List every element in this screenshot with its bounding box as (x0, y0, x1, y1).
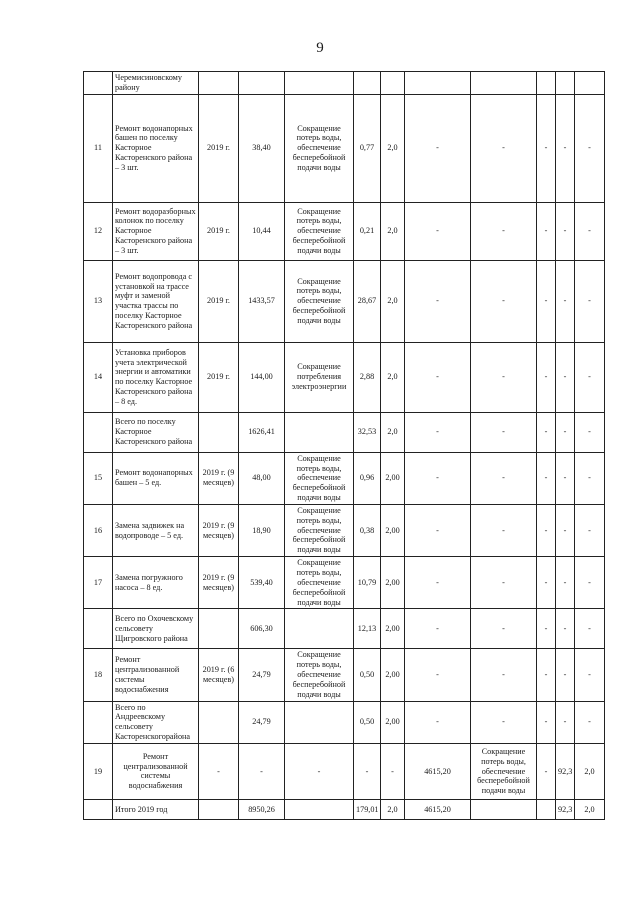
row-value-4: Сокращение потерь воды, обеспечение бесперебойной подачи воды (471, 743, 537, 799)
investment-table (83, 71, 605, 820)
table-row (84, 609, 605, 649)
row-name: Ремонт централизованной системы водоснабжения (113, 649, 199, 701)
row-value-3: - (405, 701, 471, 743)
row-value-4: - (471, 94, 537, 202)
row-value-1: 12,13 (354, 609, 381, 649)
row-value-5: - (537, 504, 556, 556)
row-name: Замена задвижек на водопроводе – 5 ед. (113, 504, 199, 556)
row-effect (285, 701, 354, 743)
row-value-6: - (556, 94, 575, 202)
row-value-5: - (537, 557, 556, 609)
row-value-1: 0,96 (354, 452, 381, 504)
row-value-1: 179,01 (354, 799, 381, 819)
row-value-7: - (575, 260, 605, 342)
row-value-1: 32,53 (354, 412, 381, 452)
table-row (84, 701, 605, 743)
row-effect: Сокращение потерь воды, обеспечение бесперебойной подачи воды (285, 557, 354, 609)
row-value-6: - (556, 649, 575, 701)
row-name: Ремонт водонапорных башен – 5 ед. (113, 452, 199, 504)
table-row (84, 504, 605, 556)
row-effect: - (285, 743, 354, 799)
row-year: 2019 г. (6 месяцев) (199, 649, 239, 701)
row-value-7: - (575, 504, 605, 556)
row-value-3: - (405, 202, 471, 260)
table-row (84, 743, 605, 799)
row-value-7: - (575, 202, 605, 260)
row-value-6: - (556, 609, 575, 649)
row-name: Замена погружного насоса – 8 ед. (113, 557, 199, 609)
row-year: 2019 г. (9 месяцев) (199, 557, 239, 609)
row-effect: Сокращение потерь воды, обеспечение бесперебойной подачи воды (285, 452, 354, 504)
row-effect: Сокращение потерь воды, обеспечение бесперебойной подачи воды (285, 260, 354, 342)
row-value-5: - (537, 701, 556, 743)
row-value-5: - (537, 342, 556, 412)
row-value-2: 2,00 (381, 557, 405, 609)
row-value-4: - (471, 701, 537, 743)
row-value-2: 2,00 (381, 649, 405, 701)
row-name: Всего по Охочевскому сельсовету Щигровского района (113, 609, 199, 649)
row-value-2: 2,0 (381, 799, 405, 819)
row-cost: 1626,41 (239, 412, 285, 452)
row-value-5 (537, 799, 556, 819)
row-value-3: - (405, 412, 471, 452)
table-row (84, 342, 605, 412)
row-value-1: 28,67 (354, 260, 381, 342)
continuation-row (84, 72, 605, 95)
row-value-2: 2,0 (381, 260, 405, 342)
row-year: 2019 г. (9 месяцев) (199, 504, 239, 556)
row-value-4: - (471, 260, 537, 342)
row-number: 17 (84, 557, 113, 609)
row-name: Итого 2019 год (113, 799, 199, 819)
row-effect (285, 799, 354, 819)
row-number (84, 701, 113, 743)
table-row (84, 452, 605, 504)
row-year: 2019 г. (199, 202, 239, 260)
row-name: Черемисиновскому району (113, 72, 199, 95)
row-effect: Сокращение потерь воды, обеспечение бесперебойной подачи воды (285, 202, 354, 260)
row-value-5: - (537, 260, 556, 342)
row-cost: 48,00 (239, 452, 285, 504)
row-cost: 8950,26 (239, 799, 285, 819)
row-value-6: - (556, 202, 575, 260)
row-value-3: - (405, 609, 471, 649)
row-value-7: - (575, 412, 605, 452)
row-cost: 24,79 (239, 701, 285, 743)
row-value-6: - (556, 504, 575, 556)
row-value-4: - (471, 202, 537, 260)
row-value-6: - (556, 557, 575, 609)
row-value-7: - (575, 452, 605, 504)
table-row (84, 557, 605, 609)
row-cost: 144,00 (239, 342, 285, 412)
row-value-3: - (405, 649, 471, 701)
row-value-3: - (405, 504, 471, 556)
row-value-2: 2,0 (381, 342, 405, 412)
row-name: Ремонт водопровода с установкой на трассе муфт и заменой участка трассы по поселку Касторное Касторенского района (113, 260, 199, 342)
row-value-3: - (405, 94, 471, 202)
row-name: Всего по поселку Касторное Касторенского района (113, 412, 199, 452)
row-value-2: 2,0 (381, 94, 405, 202)
row-value-2: 2,0 (381, 412, 405, 452)
row-year: 2019 г. (9 месяцев) (199, 452, 239, 504)
row-year: 2019 г. (199, 260, 239, 342)
row-number: 16 (84, 504, 113, 556)
row-value-3: - (405, 452, 471, 504)
row-value-4: - (471, 609, 537, 649)
row-value-5: - (537, 743, 556, 799)
row-value-2: 2,00 (381, 452, 405, 504)
row-year (199, 609, 239, 649)
row-value-3: 4615,20 (405, 743, 471, 799)
row-value-1: 0,21 (354, 202, 381, 260)
row-value-1: 0,77 (354, 94, 381, 202)
row-value-1: 0,50 (354, 649, 381, 701)
row-value-5: - (537, 649, 556, 701)
row-value-7: - (575, 649, 605, 701)
row-value-6: - (556, 701, 575, 743)
row-value-5: - (537, 609, 556, 649)
row-value-3: - (405, 557, 471, 609)
row-cost: 606,30 (239, 609, 285, 649)
row-value-6: - (556, 412, 575, 452)
table-row (84, 412, 605, 452)
row-value-1: - (354, 743, 381, 799)
row-value-6: 92,3 (556, 799, 575, 819)
row-value-7: - (575, 557, 605, 609)
row-cost: 38,40 (239, 94, 285, 202)
row-value-4: - (471, 557, 537, 609)
row-value-7: - (575, 342, 605, 412)
table-row (84, 202, 605, 260)
row-year (199, 701, 239, 743)
row-value-4: - (471, 452, 537, 504)
row-effect (285, 609, 354, 649)
row-number (84, 799, 113, 819)
row-number: 11 (84, 94, 113, 202)
row-value-2: 2,0 (381, 202, 405, 260)
row-name: Ремонт централизованной системы водоснабжения (113, 743, 199, 799)
row-value-5: - (537, 452, 556, 504)
row-value-6: - (556, 452, 575, 504)
row-value-1: 10,79 (354, 557, 381, 609)
row-effect (285, 412, 354, 452)
row-cost: 18,90 (239, 504, 285, 556)
row-value-2: 2,00 (381, 609, 405, 649)
row-value-5: - (537, 412, 556, 452)
row-year: - (199, 743, 239, 799)
row-name: Ремонт водоразборных колонок по поселку Касторное Касторенского района – 3 шт. (113, 202, 199, 260)
row-name: Установка приборов учета электрической энергии и автоматики по поселку Касторное Касторенского района – 8 ед. (113, 342, 199, 412)
row-name: Ремонт водонапорных башен по поселку Касторное Касторенского района – 3 шт. (113, 94, 199, 202)
row-number: 19 (84, 743, 113, 799)
row-value-2: 2,00 (381, 504, 405, 556)
row-value-6: - (556, 260, 575, 342)
row-value-3: 4615,20 (405, 799, 471, 819)
row-name: Всего по Андреевскому сельсовету Касторенскогорайона (113, 701, 199, 743)
table-row (84, 649, 605, 701)
row-value-1: 2,88 (354, 342, 381, 412)
row-value-4: - (471, 649, 537, 701)
row-value-7: 2,0 (575, 799, 605, 819)
row-value-7: 2,0 (575, 743, 605, 799)
row-value-4: - (471, 412, 537, 452)
row-number (84, 412, 113, 452)
row-cost: 24,79 (239, 649, 285, 701)
row-value-4: - (471, 504, 537, 556)
row-number: 12 (84, 202, 113, 260)
row-number: 14 (84, 342, 113, 412)
row-value-4: - (471, 342, 537, 412)
table-row (84, 260, 605, 342)
row-value-1: 0,38 (354, 504, 381, 556)
row-effect: Сокращение потерь воды, обеспечение бесперебойной подачи воды (285, 94, 354, 202)
table-row (84, 94, 605, 202)
row-number: 13 (84, 260, 113, 342)
row-value-6: 92,3 (556, 743, 575, 799)
row-effect: Сокращение потребления электроэнергии (285, 342, 354, 412)
row-value-5: - (537, 202, 556, 260)
row-value-7: - (575, 94, 605, 202)
row-value-1: 0,50 (354, 701, 381, 743)
row-effect: Сокращение потерь воды, обеспечение бесперебойной подачи воды (285, 504, 354, 556)
row-year (199, 412, 239, 452)
table-row (84, 799, 605, 819)
page-number: 9 (316, 40, 324, 56)
row-year: 2019 г. (199, 94, 239, 202)
row-value-5: - (537, 94, 556, 202)
row-value-2: - (381, 743, 405, 799)
row-value-4 (471, 799, 537, 819)
row-number: 15 (84, 452, 113, 504)
row-value-3: - (405, 260, 471, 342)
row-cost: 1433,57 (239, 260, 285, 342)
row-value-7: - (575, 701, 605, 743)
row-value-3: - (405, 342, 471, 412)
row-cost: 10,44 (239, 202, 285, 260)
row-value-7: - (575, 609, 605, 649)
row-year (199, 799, 239, 819)
row-year: 2019 г. (199, 342, 239, 412)
row-number: 18 (84, 649, 113, 701)
row-effect: Сокращение потерь воды, обеспечение бесперебойной подачи воды (285, 649, 354, 701)
row-cost: - (239, 743, 285, 799)
row-number (84, 609, 113, 649)
row-value-2: 2,00 (381, 701, 405, 743)
row-cost: 539,40 (239, 557, 285, 609)
row-value-6: - (556, 342, 575, 412)
